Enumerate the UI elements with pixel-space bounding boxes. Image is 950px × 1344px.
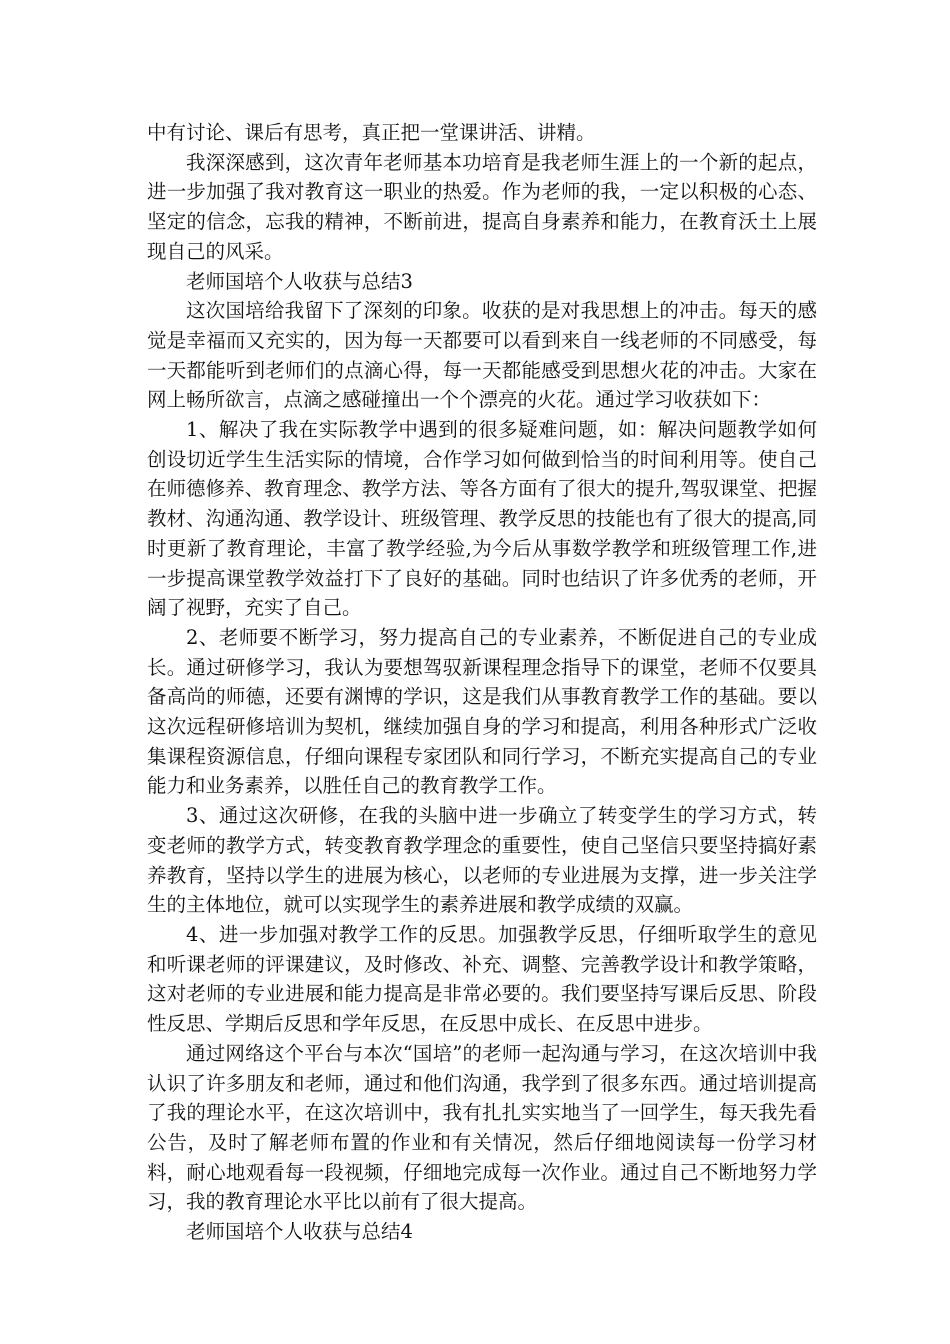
paragraph-item-4: 4、进一步加强对教学工作的反思。加强教学反思，仔细听取学生的意见和听课老师的评课建议，及时修改、补充、调整、完善教学设计和教学策略，这对老师的专业进展和能力提高是非常必要的。我们要坚持写课后反思、阶段性反思、学期后反思和学年反思，在反思中成长、在反思中进步。 <box>147 922 817 1036</box>
paragraph-3: 这次国培给我留下了深刻的印象。收获的是对我思想上的冲击。每天的感觉是幸福而又充实的，因为每一天都要可以看到来自一线老师的不同感受，每一天都能听到老师们的点滴心得，每一天都能感受到思想火花的冲击。大家在网上畅所欲言，点滴之感碰撞出一个个漂亮的火花。通过学习收获如下： <box>147 299 817 412</box>
section-heading-4: 老师国培个人收获与总结4 <box>186 1220 413 1244</box>
section-heading-3: 老师国培个人收获与总结3 <box>186 269 413 293</box>
paragraph-1: 中有讨论、课后有思考，真正把一堂课讲活、讲精。 <box>147 121 596 144</box>
paragraph-item-2: 2、老师要不断学习，努力提高自己的专业素养，不断促进自己的专业成长。通过研修学习，我认为要想驾驭新课程理念指导下的课堂，老师不仅要具备高尚的师德，还要有渊博的学识，这是我们从事教育教学工作的基础。要以这次远程研修培训为契机，继续加强自身的学习和提高，利用各种形式广泛收集课程资源信息，仔细向课程专家团队和同行学习，不断充实提高自己的专业能力和业务素养，以胜任自己的教育教学工作。 <box>147 625 817 798</box>
document-page <box>147 118 817 1247</box>
paragraph-2: 我深深感到，这次青年老师基本功培育是我老师生涯上的一个新的起点，进一步加强了我对教育这一职业的热爱。作为老师的我，一定以积极的心态、坚定的信念，忘我的精神，不断前进，提高自身素养和能力，在教育沃土上展现自己的风采。 <box>147 150 817 263</box>
paragraph-item-1: 1、解决了我在实际教学中遇到的很多疑难问题，如：解决问题教学如何创设切近学生生活实际的情境，合作学习如何做到恰当的时间利用等。使自己在师德修养、教育理念、教学方法、等各方面有了很大的提升,驾驭课堂、把握教材、沟通沟通、教学设计、班级管理、教学反思的技能也有了很大的提高,同时更新了教育理论，丰富了教学经验,为今后从事数学教学和班级管理工作,进一步提高课堂教学效益打下了良好的基础。同时也结识了许多优秀的老师，开阔了视野，充实了自己。 <box>147 418 817 620</box>
paragraph-network: 通过网络这个平台与本次“国培”的老师一起沟通与学习，在这次培训中我认识了许多朋友和老师，通过和他们沟通，我学到了很多东西。通过培训提高了我的理论水平，在这次培训中，我有扎扎实实地当了一回学生，每天我先看公告，及时了解老师布置的作业和有关情况，然后仔细地阅读每一份学习材料，耐心地观看每一段视频，仔细地完成每一次作业。通过自己不断地努力学习，我的教育理论水平比以前有了很大提高。 <box>147 1041 817 1214</box>
paragraph-item-3: 3、通过这次研修，在我的头脑中进一步确立了转变学生的学习方式，转变老师的教学方式，转变教育教学理念的重要性，使自己坚信只要坚持搞好素养教育，坚持以学生的进展为核心，以老师的专业进展为支撑，进一步关注学生的主体地位，就可以实现学生的素养进展和教学成绩的双赢。 <box>147 804 817 917</box>
